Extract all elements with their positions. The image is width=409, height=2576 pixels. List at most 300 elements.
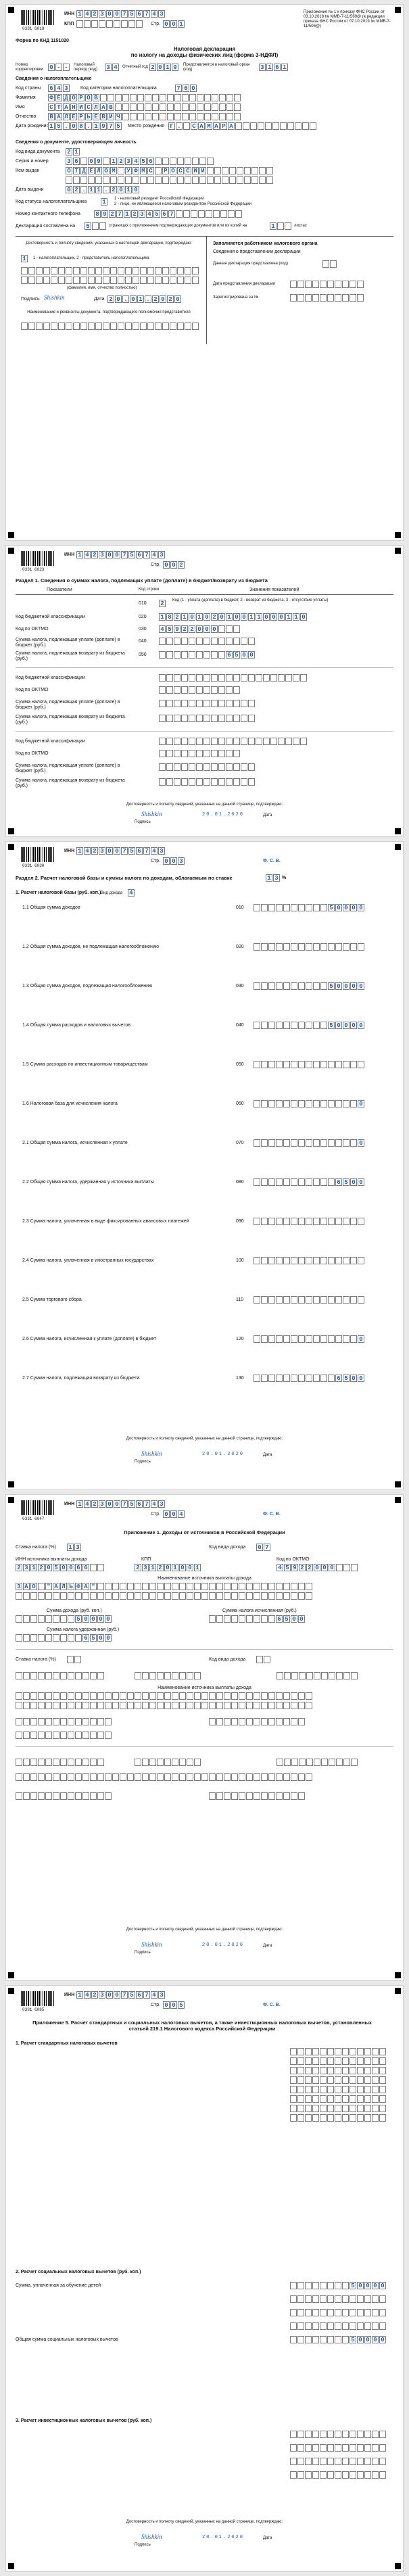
corner-marker — [8, 1481, 14, 1487]
char-cell: 1 — [270, 222, 276, 230]
kbk-cells — [159, 613, 307, 621]
corner-marker — [8, 844, 14, 850]
char-cell: 1 — [172, 1564, 178, 1571]
oktmo-cells-empty — [159, 750, 240, 757]
char-cell — [75, 1672, 82, 1679]
char-cell — [254, 1296, 260, 1304]
char-cell — [312, 2048, 319, 2055]
char-cell — [164, 1583, 171, 1590]
char-cell: 7 — [121, 1991, 128, 1999]
char-cell — [283, 1335, 290, 1343]
char-cell — [264, 1656, 270, 1663]
char-cell — [137, 103, 144, 111]
char-cell: 1 — [285, 613, 292, 621]
char-cell — [214, 176, 221, 184]
char-cell — [305, 2105, 312, 2112]
char-cell — [357, 2444, 364, 2452]
char-cell — [351, 1564, 358, 1571]
char-cell — [147, 176, 154, 184]
char-cell — [291, 1178, 297, 1186]
char-cell — [167, 103, 174, 111]
correction-label: Номер корректировки — [16, 63, 43, 72]
char-cell — [254, 1702, 260, 1709]
char-cell: 5 — [140, 158, 147, 165]
char-cell: 9 — [174, 625, 181, 633]
char-cell — [181, 638, 188, 645]
char-cell — [293, 674, 299, 682]
char-cell — [135, 1592, 141, 1600]
corner-marker — [395, 1988, 401, 1994]
char-cell — [328, 1218, 335, 1225]
char-cell — [342, 2295, 349, 2303]
calc-row-label: 2.5 Сумма торгового сбора — [22, 1297, 82, 1302]
char-cell — [379, 2322, 386, 2330]
char-cell — [68, 1732, 74, 1739]
char-cell — [241, 715, 247, 722]
char-cell — [342, 2322, 349, 2330]
char-cell: 0 — [270, 613, 277, 621]
char-cell — [342, 2086, 349, 2093]
barcode — [21, 10, 55, 25]
char-cell — [114, 20, 120, 28]
char-cell: 1 — [76, 1991, 83, 1999]
char-cell: 5 — [328, 982, 335, 990]
char-cell — [192, 267, 199, 275]
char-cell — [211, 674, 218, 682]
char-cell — [60, 1702, 67, 1709]
char-cell — [23, 1692, 30, 1700]
char-cell — [268, 943, 275, 951]
char-cell: 1 — [48, 122, 55, 130]
char-cell — [135, 1692, 141, 1700]
char-cell: 1 — [248, 613, 255, 621]
barcode — [21, 1991, 55, 2006]
char-cell — [80, 267, 87, 275]
char-cell — [314, 1759, 320, 1766]
char-cell — [239, 1592, 245, 1600]
corner-marker — [395, 1497, 401, 1503]
char-cell — [218, 700, 225, 707]
corner-marker — [8, 1988, 14, 1994]
char-cell: 0 — [314, 1564, 320, 1571]
char-cell — [343, 1335, 350, 1343]
char-cell: 1 — [281, 64, 288, 71]
char-cell — [38, 1759, 45, 1766]
char-cell — [75, 1792, 82, 1800]
char-cell — [290, 2105, 297, 2112]
char-cell — [164, 1759, 171, 1766]
calc-row-code: 040 — [236, 1023, 244, 1028]
char-cell — [237, 176, 243, 184]
char-cell — [350, 1218, 357, 1225]
char-cell — [248, 778, 255, 786]
char-cell — [313, 1178, 320, 1186]
char-cell: 0 — [256, 1544, 263, 1551]
char-cell — [350, 2086, 356, 2093]
char-cell — [97, 1792, 104, 1800]
char-cell: 0 — [88, 158, 95, 165]
char-cell — [157, 1692, 164, 1700]
char-cell — [155, 323, 162, 330]
char-cell — [313, 1100, 320, 1107]
char-cell: 0 — [90, 1615, 97, 1623]
char-cell — [306, 1702, 312, 1709]
calc-row-label: 2.3 Сумма налога, уплаченная в виде фиксированных авансовых платежей — [22, 1219, 189, 1224]
char-cell — [194, 1773, 201, 1781]
char-cell — [174, 103, 181, 111]
pages-label: Декларация составлена на — [16, 224, 76, 229]
char-cell — [291, 904, 297, 911]
char-cell — [261, 1218, 268, 1225]
char-cell — [66, 323, 72, 330]
char-cell — [207, 158, 214, 165]
char-cell: Ф — [133, 167, 139, 174]
char-cell — [320, 2309, 327, 2316]
char-cell: С — [185, 167, 191, 174]
rate-label: Ставка налога (%) — [16, 1545, 56, 1550]
period-label: Налоговый период (код) — [74, 63, 98, 72]
char-cell — [90, 1564, 97, 1571]
char-cell — [133, 323, 139, 330]
char-cell — [23, 1634, 30, 1642]
char-cell — [120, 1692, 126, 1700]
char-cell — [276, 1375, 283, 1382]
char-cell — [298, 982, 305, 990]
char-cell: 0 — [163, 857, 170, 865]
char-cell — [372, 2086, 379, 2093]
char-cell: 7 — [121, 551, 128, 558]
char-cell — [174, 638, 181, 645]
char-cell — [268, 1615, 275, 1623]
kbk-cells-empty — [159, 674, 307, 682]
char-cell — [105, 1592, 112, 1600]
char-cell — [328, 1257, 335, 1264]
char-cell — [305, 2048, 312, 2055]
char-cell — [372, 2105, 379, 2112]
char-cell — [222, 176, 228, 184]
char-cell — [276, 1583, 283, 1590]
char-cell — [229, 176, 236, 184]
char-cell — [343, 1296, 350, 1304]
pay-label: Сумма налога, подлежащая уплате (доплате) в бюджет (руб.) — [16, 763, 120, 773]
rep-doc-label: Наименование и реквизиты документа, подтверждающего полномочия представителя — [27, 310, 191, 314]
char-cell: 4 — [84, 551, 91, 558]
char-cell — [177, 277, 184, 284]
page-number-cells — [163, 1510, 185, 1518]
corner-marker — [395, 828, 401, 834]
char-cell — [196, 763, 203, 771]
signature: Shishkin — [44, 294, 65, 301]
char-cell: 6 — [82, 1564, 89, 1571]
char-cell: 6 — [48, 85, 55, 92]
char-cell — [290, 2067, 297, 2074]
char-cell: 7 — [143, 551, 150, 558]
char-cell — [320, 943, 327, 951]
char-cell — [147, 323, 154, 330]
char-cell — [177, 176, 184, 184]
char-cell — [149, 1773, 156, 1781]
char-cell — [60, 1732, 67, 1739]
char-cell — [231, 1615, 238, 1623]
char-cell: 7 — [121, 847, 128, 855]
char-cell — [298, 1257, 305, 1264]
confirm-text: Достоверность и полноту сведений, указанных на данной странице, подтверждаю: — [126, 803, 283, 807]
char-cell — [372, 2076, 379, 2084]
page-5 — [5, 1985, 404, 2572]
char-cell — [291, 1583, 297, 1590]
char-cell — [350, 2095, 356, 2103]
char-cell — [320, 2322, 327, 2330]
char-cell: 0 — [203, 625, 210, 633]
char-cell: 1 — [76, 10, 83, 18]
char-cell — [172, 1672, 178, 1679]
char-cell: 5 — [343, 1178, 350, 1186]
char-cell — [283, 1257, 290, 1264]
char-cell — [182, 103, 189, 111]
char-cell — [189, 715, 195, 722]
char-cell — [203, 674, 210, 682]
inn-label: ИНН — [64, 849, 75, 853]
char-cell — [261, 1792, 268, 1800]
char-cell — [142, 1773, 149, 1781]
char-cell — [211, 638, 218, 645]
confirm-note: 1 - налогоплательщик, 2 - представитель налогоплательщика — [33, 256, 149, 260]
std-title: 1. Расчет стандартных налоговых вычетов — [16, 2041, 118, 2046]
char-cell: 4 — [151, 1500, 158, 1508]
char-cell — [159, 686, 166, 694]
oktmo-cells — [159, 625, 240, 633]
char-cell — [305, 2336, 312, 2343]
char-cell — [23, 1792, 30, 1800]
char-cell — [276, 1592, 283, 1600]
char-cell: У — [125, 167, 132, 174]
char-cell: 5 — [350, 2282, 356, 2289]
char-cell — [194, 1759, 201, 1766]
char-cell: С — [191, 122, 197, 130]
char-cell — [187, 1759, 193, 1766]
char-cell — [91, 20, 98, 28]
char-cell — [16, 1792, 22, 1800]
char-cell — [351, 1672, 358, 1679]
char-cell — [285, 222, 291, 230]
char-cell — [166, 763, 173, 771]
char-cell: 4 — [159, 625, 166, 633]
char-cell — [305, 2057, 312, 2065]
calc-row-value-cells — [254, 1335, 364, 1343]
char-cell — [290, 2282, 297, 2289]
char-cell: В — [48, 113, 55, 120]
corner-marker — [8, 828, 14, 834]
char-cell — [327, 2067, 334, 2074]
char-cell: А — [55, 113, 62, 120]
calc-row-label: 1.3 Общая сумма доходов, подлежащая налогообложению — [22, 984, 153, 988]
char-cell — [16, 1718, 22, 1725]
char-cell: 0 — [196, 625, 203, 633]
char-cell — [218, 763, 225, 771]
tax-sum-cells-empty — [209, 1718, 305, 1725]
char-cell: 1 — [76, 1500, 83, 1508]
char-cell — [328, 1139, 335, 1147]
char-cell — [38, 1634, 45, 1642]
char-cell — [291, 1335, 297, 1343]
char-cell: А — [100, 103, 107, 111]
char-cell — [291, 1792, 297, 1800]
char-cell — [306, 1257, 312, 1264]
char-cell — [53, 1592, 59, 1600]
char-cell — [379, 2067, 386, 2074]
char-cell — [112, 1702, 119, 1709]
char-cell: 3 — [158, 1991, 165, 1999]
char-cell: 3 — [142, 1564, 149, 1571]
char-cell — [283, 1218, 290, 1225]
char-cell — [219, 103, 226, 111]
pay-cells — [159, 638, 255, 645]
char-cell — [90, 1792, 97, 1800]
char-cell — [300, 674, 307, 682]
char-cell — [135, 1759, 141, 1766]
char-cell — [327, 2282, 334, 2289]
std-cells-4 — [290, 2076, 386, 2084]
char-cell — [313, 904, 320, 911]
char-cell — [327, 2322, 334, 2330]
char-cell — [246, 1692, 253, 1700]
char-cell — [38, 1702, 45, 1709]
calc-row-label: 2.7 Сумма налога, подлежащая возврату из бюджета — [22, 1376, 140, 1381]
char-cell — [297, 2458, 304, 2465]
char-cell — [135, 1672, 141, 1679]
char-cell — [224, 1792, 231, 1800]
char-cell — [254, 1692, 260, 1700]
char-cell — [239, 1692, 245, 1700]
char-cell — [342, 294, 349, 302]
char-cell: О — [103, 167, 110, 174]
char-cell — [51, 277, 57, 284]
char-cell — [118, 167, 124, 174]
char-cell: М — [206, 122, 212, 130]
char-cell — [187, 1773, 193, 1781]
kbk-cells-empty — [159, 738, 307, 745]
char-cell: В — [100, 113, 107, 120]
char-cell: 0 — [106, 1500, 113, 1508]
char-cell — [239, 1583, 245, 1590]
calc-row-label: 2.1 Общая сумма налога, исчисленная к уплате — [22, 1141, 128, 1145]
char-cell: 0 — [343, 1022, 350, 1029]
char-cell — [320, 2095, 327, 2103]
char-cell — [68, 1718, 74, 1725]
char-cell — [166, 750, 173, 757]
char-cell — [320, 1100, 327, 1107]
char-cell: 0 — [350, 982, 357, 990]
char-cell — [95, 277, 102, 284]
char-cell — [379, 2057, 386, 2065]
phone-cells — [94, 210, 242, 218]
char-cell — [201, 1692, 208, 1700]
char-cell: 7 — [264, 1544, 270, 1551]
char-cell — [364, 2471, 371, 2479]
edu-cells — [290, 2282, 386, 2289]
date-value: 20.01.2020 — [202, 1452, 245, 1457]
char-cell — [166, 674, 173, 682]
char-cell — [350, 2295, 356, 2303]
rep-doc-cells — [21, 323, 199, 330]
char-cell — [127, 1592, 134, 1600]
char-cell — [159, 738, 166, 745]
char-cell — [261, 1296, 268, 1304]
char-cell: Е — [70, 113, 77, 120]
char-cell: 3 — [259, 64, 266, 71]
char-cell: Ь — [68, 1583, 74, 1590]
income-sum-cells — [16, 1615, 112, 1623]
char-cell — [283, 1139, 290, 1147]
char-cell — [313, 1296, 320, 1304]
char-cell: Р — [78, 94, 85, 101]
calc-row-code: 130 — [236, 1376, 244, 1381]
char-cell: 6 — [335, 1178, 342, 1186]
char-cell — [350, 1335, 357, 1343]
char-cell — [103, 176, 110, 184]
char-cell — [263, 674, 270, 682]
char-cell — [313, 1257, 320, 1264]
calc-row-label: 1.2 Общая сумма доходов, не подлежащая налогообложению — [22, 945, 160, 949]
char-cell — [137, 113, 144, 120]
char-cell — [53, 1792, 59, 1800]
char-cell — [327, 281, 334, 288]
char-cell: Н — [70, 103, 77, 111]
char-cell: 0 — [130, 295, 137, 303]
char-cell — [216, 1773, 223, 1781]
char-cell — [120, 1702, 126, 1709]
src-name-cells-empty — [16, 1692, 312, 1700]
char-cell: 0 — [350, 904, 357, 911]
char-cell — [53, 1732, 59, 1739]
char-cell: 0 — [372, 2336, 379, 2343]
char-cell: 0 — [335, 904, 342, 911]
char-cell — [226, 686, 233, 694]
char-cell: 7 — [107, 122, 114, 130]
char-cell — [90, 1592, 97, 1600]
char-cell — [342, 2057, 349, 2065]
char-cell — [306, 1592, 312, 1600]
char-cell — [130, 103, 137, 111]
inn-src-cells — [16, 1564, 104, 1571]
char-cell — [185, 158, 191, 165]
char-cell — [244, 176, 251, 184]
char-cell — [68, 1759, 74, 1766]
char-cell — [357, 281, 364, 288]
char-cell — [159, 674, 166, 682]
char-cell — [152, 94, 159, 101]
patronymic-cells — [48, 113, 241, 120]
char-cell — [204, 113, 211, 120]
char-cell — [68, 1702, 74, 1709]
char-cell — [335, 2048, 341, 2055]
issued-cells — [66, 167, 273, 174]
char-cell — [287, 122, 294, 130]
char-cell: 0 — [170, 2001, 177, 2009]
char-cell — [237, 167, 243, 174]
char-cell — [298, 1335, 305, 1343]
char-cell — [90, 1718, 97, 1725]
date-label: Дата — [263, 2536, 272, 2540]
char-cell: 1 — [76, 847, 83, 855]
char-cell — [320, 294, 327, 302]
confirm-block-text: Достоверность и полноту сведений, указанных в настоящей декларации, подтверждаю: — [26, 241, 192, 245]
char-cell — [305, 2431, 312, 2438]
char-cell — [298, 1218, 305, 1225]
tax-org-header: Заполняется работником налогового органа — [213, 241, 318, 246]
char-cell — [364, 2431, 371, 2438]
corner-marker — [8, 548, 14, 554]
